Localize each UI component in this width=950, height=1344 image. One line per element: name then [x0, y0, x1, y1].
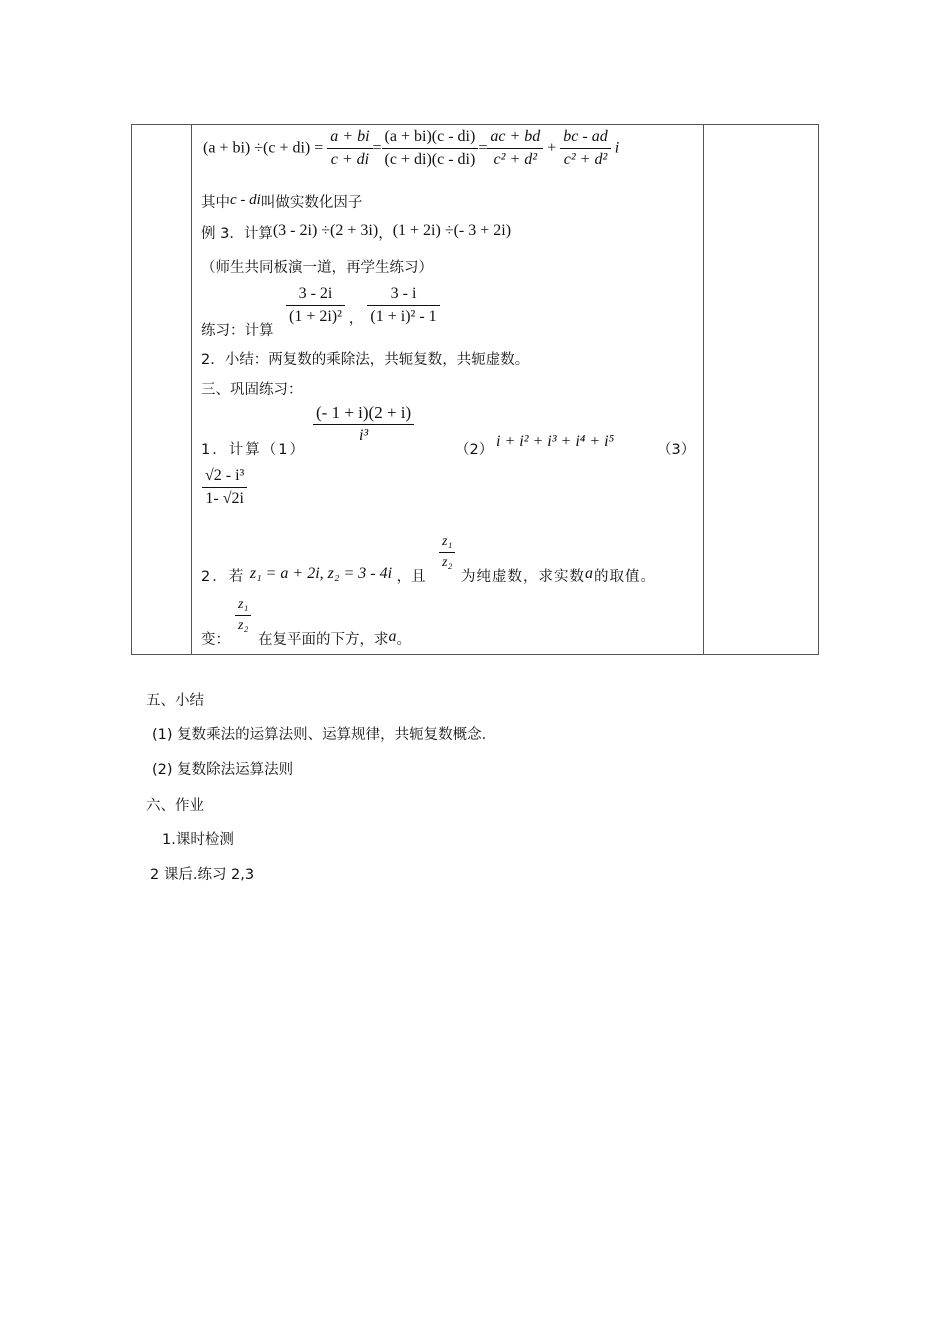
table-col-divider-1: [191, 125, 192, 654]
exercise-1-part-2-label: （2）: [455, 442, 494, 458]
practice-label: 练习：计算: [201, 323, 274, 339]
table-col-divider-2: [703, 125, 704, 654]
exercise-2-question: 为纯虚数，求实数a的取值。: [461, 565, 656, 585]
summary-line: 2．小结：两复数的乘除法，共轭复数，共轭虚数。: [201, 352, 530, 368]
exercise-1-part-3-label: （3）: [657, 442, 696, 458]
division-fraction-1: $\frac{a + bi}{c + di}$: [327, 128, 372, 169]
example-3-expr-1: (3 - 2i) ÷(2 + 3i): [272, 222, 379, 239]
division-fraction-3: $\frac{ac + bd}{\text{c² + d²}}$: [487, 128, 543, 169]
variant-fraction: $\frac{\text{z₁}}{\text{z₂}}$: [235, 597, 251, 634]
exercise-1-part-2-expr: i + i² + i³ + i⁴ + i⁵: [496, 433, 615, 450]
exercise-1-part-3-fraction: $\frac{\text{√2 - i³}}{1- √2i}$: [202, 467, 247, 508]
teaching-note: （师生共同板演一道，再学生练习）: [201, 260, 433, 276]
division-fraction-4: $\frac{bc - ad}{\text{c² + d²}}$: [560, 128, 610, 169]
example-3: 例 3．计算(3 - 2i) ÷(2 + 3i)，(1 + 2i) ÷(- 3 + 2i): [201, 222, 512, 242]
division-suffix: i: [614, 139, 620, 157]
division-lhs: (a + bi) ÷(c + di) =: [203, 139, 324, 157]
section-6-heading: 六、作业: [146, 798, 204, 814]
section-5-item-1: (1) 复数乘法的运算法则、运算规律，共轭复数概念.: [152, 727, 487, 743]
example-3-expr-2: (1 + 2i) ÷(- 3 + 2i): [392, 222, 512, 239]
variant-label: 变：: [201, 632, 230, 648]
consolidate-heading: 三、巩固练习：: [201, 382, 303, 398]
rationalizing-factor: c - di: [230, 192, 261, 208]
section-6-item-2: 2 课后.练习 2,3: [150, 867, 255, 883]
section-6-item-1: 1.课时检测: [162, 832, 234, 848]
practice-expressions: $\frac{3 - 2i}{\text{(1 + 2i)²}}$ ， $\frac{3 - i}{\text{(1 + i)² - 1}}$: [286, 285, 440, 328]
exercise-1-fraction: $\frac{(- 1 + i)(2 + i)}{\text{i³}}$: [313, 404, 414, 445]
exercise-2-condition: z₁ = a + 2i, z₂ = 3 - 4i: [249, 565, 393, 582]
exercise-2-fraction: $\frac{\text{z₁}}{\text{z₂}}$: [439, 534, 455, 571]
practice-fraction-1: $\frac{3 - 2i}{\text{(1 + 2i)²}}$: [286, 285, 345, 326]
exercise-1-label: 1．计算（1）: [201, 442, 306, 458]
rationalizing-factor-line: 其中c - di叫做实数化因子: [201, 192, 363, 211]
practice-fraction-2: $\frac{3 - i}{\text{(1 + i)² - 1}}$: [367, 285, 439, 326]
division-formula: (a + bi) ÷(c + di) = $\frac{a + bi}{c + di}$ = $\frac{(a + bi)(c - di)}{(c + di)(c - di)}$ = $\frac{ac + bd}{\text{c² + d²}}$ + $\frac{bc - ad}{\text{c² + d²}}$ i: [203, 128, 620, 168]
section-5-heading: 五、小结: [146, 693, 204, 709]
division-fraction-2: $\frac{(a + bi)(c - di)}{(c + di)(c - di)}$: [382, 128, 479, 169]
section-5-item-2: (2) 复数除法运算法则: [152, 762, 294, 778]
exercise-2: 2．若 z₁ = a + 2i, z₂ = 3 - 4i ，且: [201, 565, 426, 585]
variant-question: 在复平面的下方，求a。: [258, 628, 411, 648]
